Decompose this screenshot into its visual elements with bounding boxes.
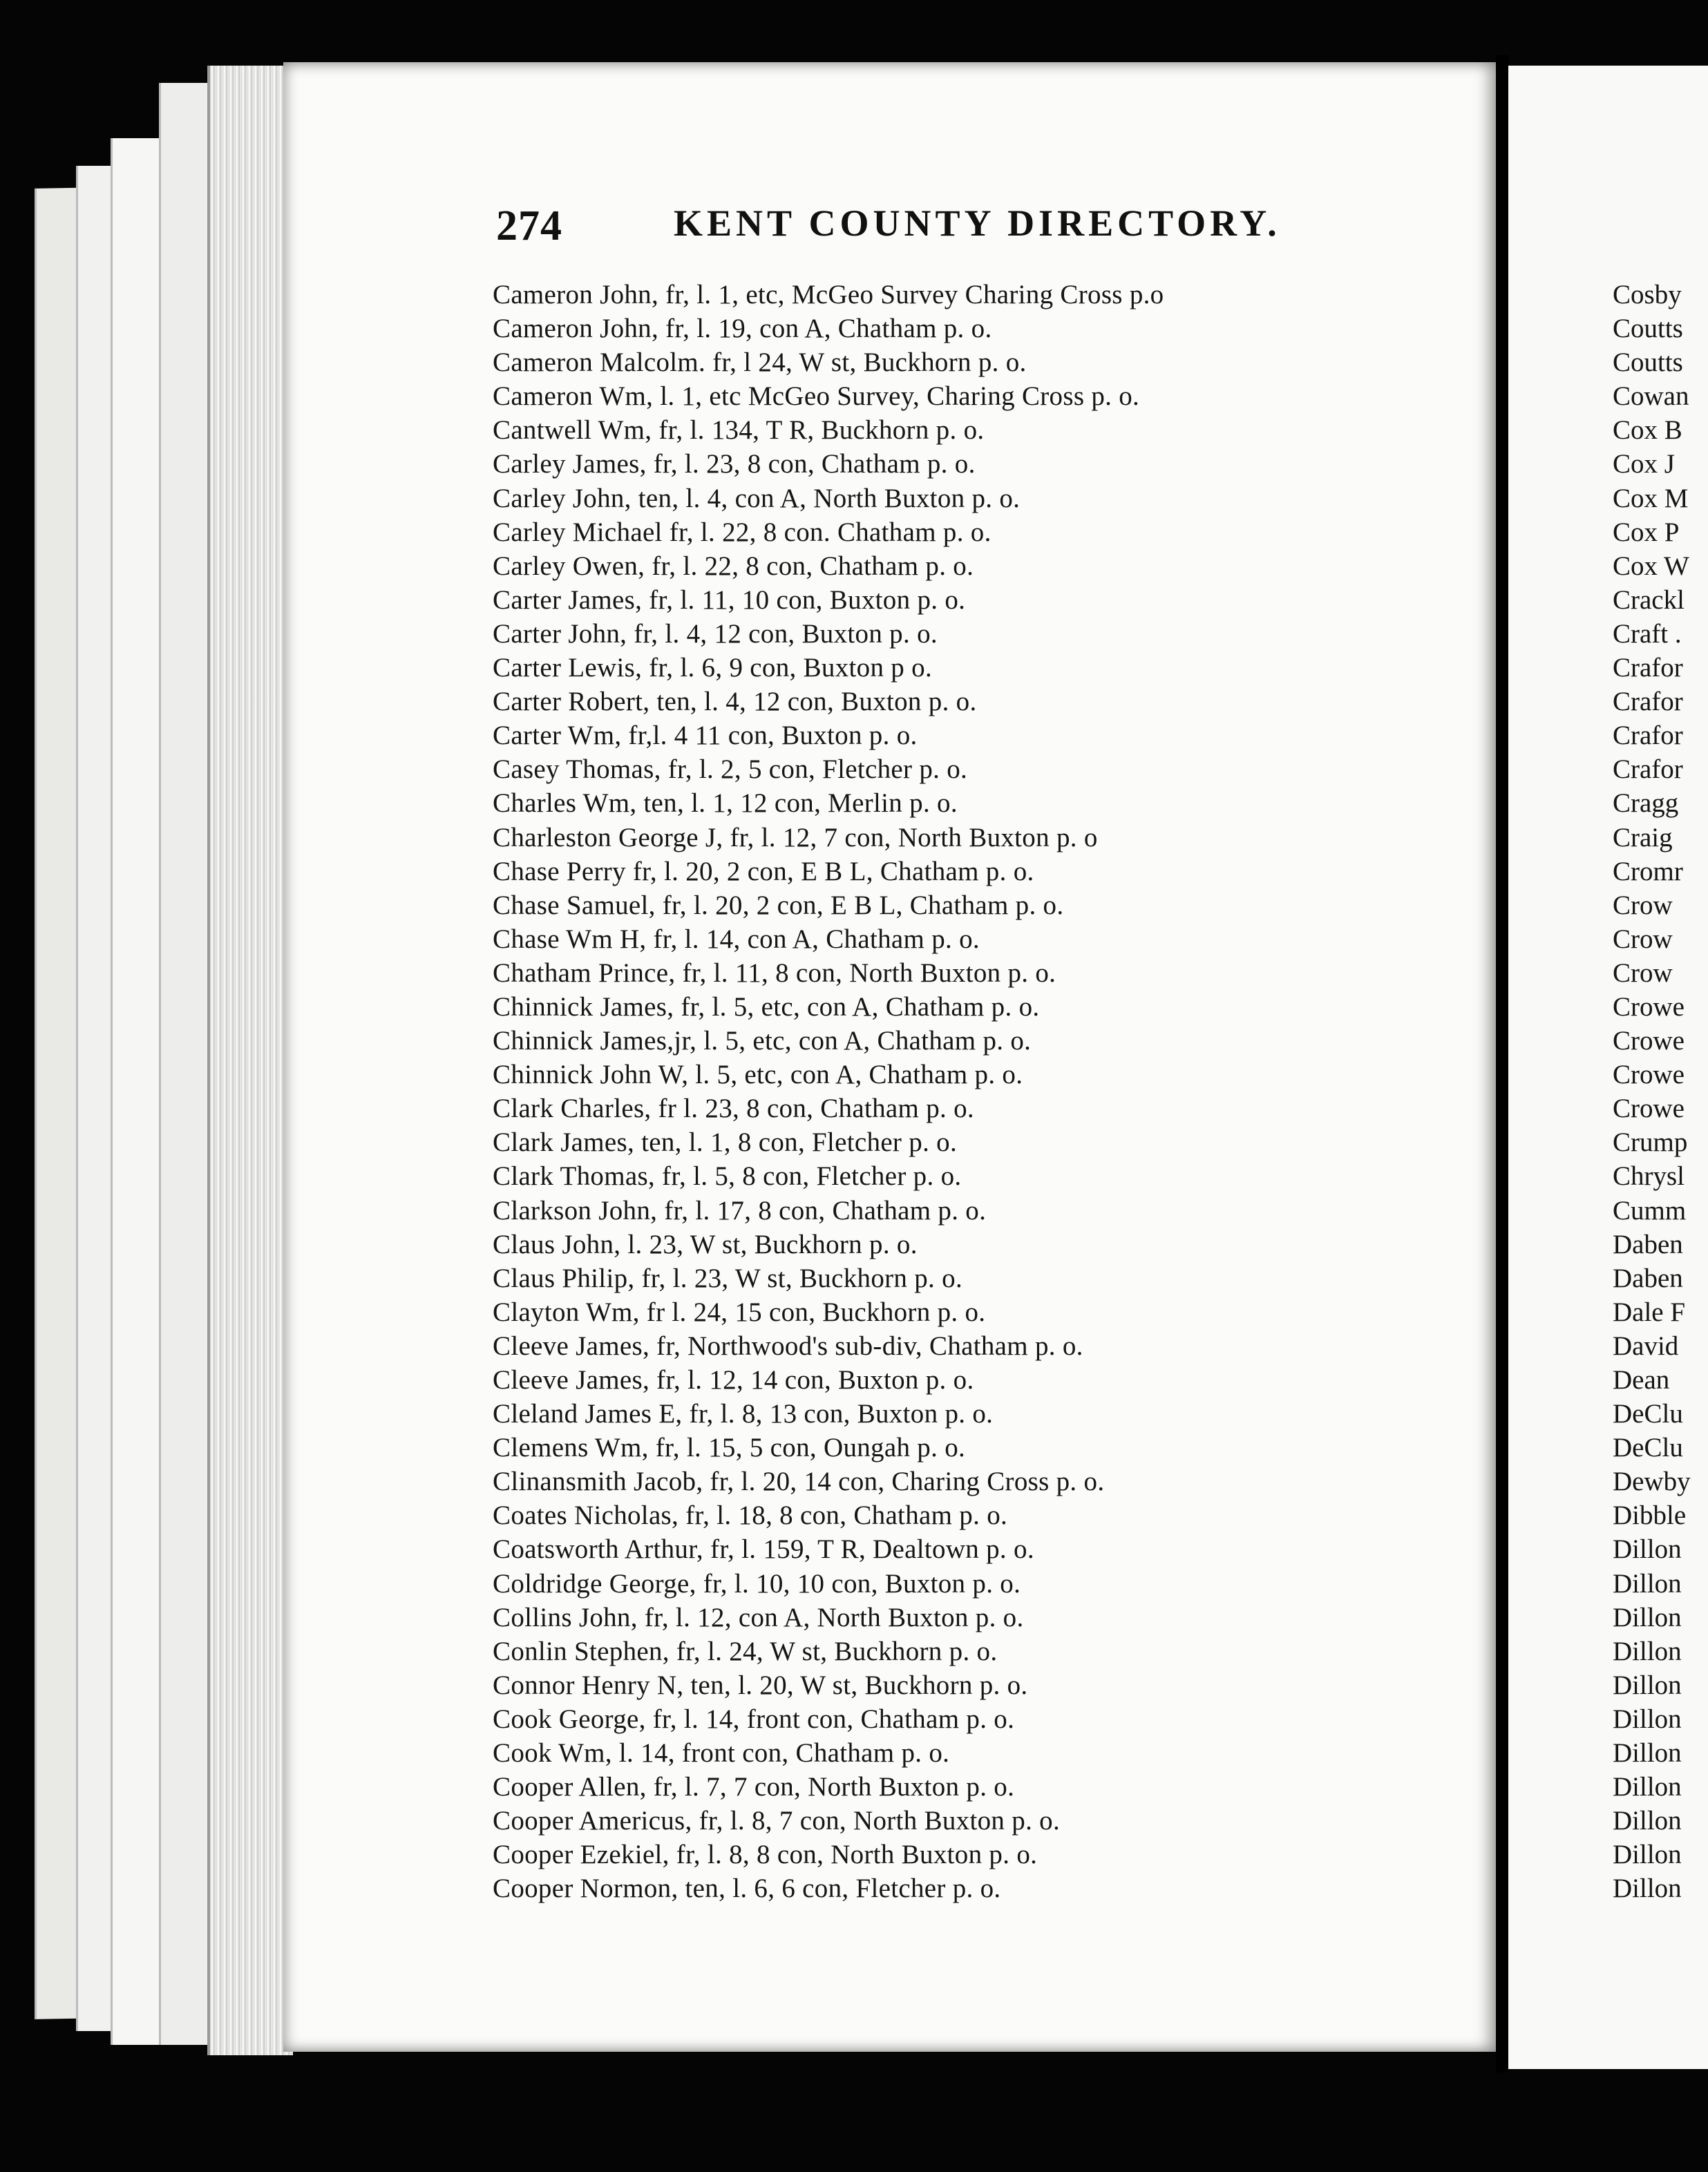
directory-entry: Clarkson John, fr, l. 17, 8 con, Chatham p. o.: [493, 1195, 987, 1226]
right-page-entry: Crowe: [1613, 1026, 1685, 1056]
directory-entry: Chase Samuel, fr, l. 20, 2 con, E B L, Chatham p. o.: [493, 890, 1064, 920]
right-page-entry: David: [1613, 1331, 1679, 1361]
directory-entry: Carter Robert, ten, l. 4, 12 con, Buxton p. o.: [493, 687, 977, 717]
right-page-entry: Dillon: [1613, 1840, 1682, 1870]
right-page-entry: Cumm: [1613, 1195, 1687, 1226]
directory-entry: Cameron Wm, l. 1, etc McGeo Survey, Charing Cross p. o.: [493, 381, 1140, 412]
directory-entry: Cook George, fr, l. 14, front con, Chatham p. o.: [493, 1704, 1015, 1734]
right-page-entry: Dillon: [1613, 1602, 1682, 1632]
right-page-entry: Cox W: [1613, 551, 1689, 581]
right-page-entry: Dale F: [1613, 1297, 1686, 1327]
right-page-entry: Crow: [1613, 924, 1673, 954]
directory-entry: Carter James, fr, l. 11, 10 con, Buxton p. o.: [493, 584, 966, 615]
directory-entry: Claus John, l. 23, W st, Buckhorn p. o.: [493, 1229, 918, 1259]
right-page-entry: Crafor: [1613, 721, 1683, 751]
directory-entry: Clayton Wm, fr l. 24, 15 con, Buckhorn p. o.: [493, 1297, 986, 1327]
right-page-entry: DeClu: [1613, 1433, 1683, 1463]
directory-entry: Carter Wm, fr,l. 4 11 con, Buxton p. o.: [493, 721, 918, 751]
page-stack-edges: [207, 66, 293, 2055]
right-page-entry: Cragg: [1613, 788, 1679, 819]
right-page-entries: [1613, 278, 1691, 1906]
directory-entry: Cleeve James, fr, Northwood's sub-div, Chatham p. o.: [493, 1331, 1083, 1361]
right-page-entry: Craft .: [1613, 618, 1682, 649]
right-page-entry: Crafor: [1613, 754, 1683, 785]
directory-entry: Chatham Prince, fr, l. 11, 8 con, North Buxton p. o.: [493, 958, 1056, 988]
directory-entry: Cooper Americus, fr, l. 8, 7 con, North Buxton p. o.: [493, 1806, 1061, 1836]
right-page-entry: Dillon: [1613, 1738, 1682, 1769]
directory-entry: Chase Wm H, fr, l. 14, con A, Chatham p. o.: [493, 924, 980, 954]
book-gutter: [1496, 55, 1508, 2073]
directory-entry: Charleston George J, fr, l. 12, 7 con, North Buxton p. o: [493, 822, 1098, 852]
directory-entry: Claus Philip, fr, l. 23, W st, Buckhorn p. o.: [493, 1263, 963, 1293]
directory-entry: Cooper Allen, fr, l. 7, 7 con, North Buxton p. o.: [493, 1772, 1015, 1802]
right-page-entry: Cox B: [1613, 415, 1682, 446]
directory-entry: Clemens Wm, fr, l. 15, 5 con, Oungah p. o.: [493, 1433, 966, 1463]
right-page-entry: Crafor: [1613, 687, 1683, 717]
right-page-entry: Crowe: [1613, 1060, 1685, 1090]
right-page-entry: Cosby: [1613, 280, 1682, 309]
right-page-entry: Dillon: [1613, 1636, 1682, 1666]
directory-entry: Connor Henry N, ten, l. 20, W st, Buckhorn p. o.: [493, 1670, 1028, 1700]
right-page-entry: Dillon: [1613, 1806, 1682, 1836]
right-page-entry: Cowan: [1613, 381, 1689, 412]
directory-entry: Cameron Malcolm. fr, l 24, W st, Buckhorn p. o.: [493, 347, 1027, 378]
directory-entry: Cook Wm, l. 14, front con, Chatham p. o.: [493, 1738, 950, 1769]
right-page-entry: Daben: [1613, 1263, 1683, 1293]
directory-entry: Cameron John, fr, l. 1, etc, McGeo Survey Charing Cross p.o: [493, 280, 1164, 309]
running-head: KENT COUNTY DIRECTORY.: [674, 202, 1281, 244]
right-page-entry: Dibble: [1613, 1501, 1687, 1531]
directory-entry: Cleeve James, fr, l. 12, 14 con, Buxton p. o.: [493, 1365, 974, 1395]
directory-entry: Carley James, fr, l. 23, 8 con, Chatham p. o.: [493, 449, 976, 479]
right-page-entry: Crafor: [1613, 653, 1683, 683]
right-page-entry: Dillon: [1613, 1704, 1682, 1734]
right-page-entry: Crow: [1613, 958, 1673, 988]
right-page-entry: Cox J: [1613, 449, 1675, 479]
directory-entries: [493, 278, 1488, 1906]
directory-entry: Clark Charles, fr l. 23, 8 con, Chatham p. o.: [493, 1094, 974, 1124]
directory-entry: Coatsworth Arthur, fr, l. 159, T R, Dealtown p. o.: [493, 1534, 1034, 1565]
right-page-entry: DeClu: [1613, 1399, 1683, 1429]
directory-entry: Carter John, fr, l. 4, 12 con, Buxton p. o.: [493, 618, 938, 649]
right-page-entry: Dillon: [1613, 1568, 1682, 1599]
right-page-entry: Dean: [1613, 1365, 1670, 1395]
directory-entry: Coldridge George, fr, l. 10, 10 con, Buxton p. o.: [493, 1568, 1021, 1599]
right-page-entry: Daben: [1613, 1229, 1683, 1259]
directory-entry: Cleland James E, fr, l. 8, 13 con, Buxton p. o.: [493, 1399, 994, 1429]
directory-entry: Chase Perry fr, l. 20, 2 con, E B L, Chatham p. o.: [493, 856, 1034, 886]
directory-entry: Chinnick John W, l. 5, etc, con A, Chatham p. o.: [493, 1060, 1023, 1090]
right-page-entry: Coutts: [1613, 347, 1683, 378]
directory-entry: Clark Thomas, fr, l. 5, 8 con, Fletcher p. o.: [493, 1161, 962, 1192]
right-page-entry: Crump: [1613, 1127, 1688, 1158]
right-page-entry: Crow: [1613, 890, 1673, 920]
directory-entry: Collins John, fr, l. 12, con A, North Buxton p. o.: [493, 1602, 1024, 1632]
directory-entry: Clinansmith Jacob, fr, l. 20, 14 con, Charing Cross p. o.: [493, 1467, 1105, 1497]
right-page-entry: Cromr: [1613, 856, 1683, 886]
page-number: 274: [496, 202, 562, 249]
directory-entry: Coates Nicholas, fr, l. 18, 8 con, Chatham p. o.: [493, 1501, 1008, 1531]
right-page-entry: Chrysl: [1613, 1161, 1685, 1192]
right-page-entry: Dillon: [1613, 1534, 1682, 1565]
directory-entry: Cantwell Wm, fr, l. 134, T R, Buckhorn p. o.: [493, 415, 985, 446]
directory-entry: Conlin Stephen, fr, l. 24, W st, Buckhorn p. o.: [493, 1636, 998, 1666]
right-page-entry: Craig: [1613, 822, 1673, 852]
right-page-entry: Cox M: [1613, 483, 1689, 513]
directory-entry: Casey Thomas, fr, l. 2, 5 con, Fletcher p. o.: [493, 754, 968, 785]
directory-entry: Chinnick James, fr, l. 5, etc, con A, Chatham p. o.: [493, 991, 1040, 1022]
directory-entry: Carter Lewis, fr, l. 6, 9 con, Buxton p o.: [493, 653, 933, 683]
right-page-entry: Crowe: [1613, 1094, 1685, 1124]
right-page-entry: Dillon: [1613, 1670, 1682, 1700]
directory-entry: Clark James, ten, l. 1, 8 con, Fletcher p. o.: [493, 1127, 958, 1158]
directory-entry: Carley Michael fr, l. 22, 8 con. Chatham p. o.: [493, 517, 991, 547]
directory-entry: Cooper Ezekiel, fr, l. 8, 8 con, North Buxton p. o.: [493, 1840, 1038, 1870]
directory-entry: Carley John, ten, l. 4, con A, North Buxton p. o.: [493, 483, 1021, 513]
directory-entry: Carley Owen, fr, l. 22, 8 con, Chatham p. o.: [493, 551, 974, 581]
directory-entry: Chinnick James,jr, l. 5, etc, con A, Chatham p. o.: [493, 1026, 1032, 1056]
directory-entry: Charles Wm, ten, l. 1, 12 con, Merlin p. o.: [493, 788, 958, 819]
directory-entry: Cooper Normon, ten, l. 6, 6 con, Fletcher p. o.: [493, 1874, 1001, 1904]
right-page-entry: Dewby: [1613, 1467, 1691, 1497]
right-page-entry: Cox P: [1613, 517, 1680, 547]
right-page-entry: Crowe: [1613, 991, 1685, 1022]
right-page-entry: Crackl: [1613, 584, 1685, 615]
right-page-entry: Coutts: [1613, 314, 1683, 344]
directory-entry: Cameron John, fr, l. 19, con A, Chatham p. o.: [493, 314, 992, 344]
right-page-entry: Dillon: [1613, 1874, 1682, 1904]
right-page-entry: Dillon: [1613, 1772, 1682, 1802]
